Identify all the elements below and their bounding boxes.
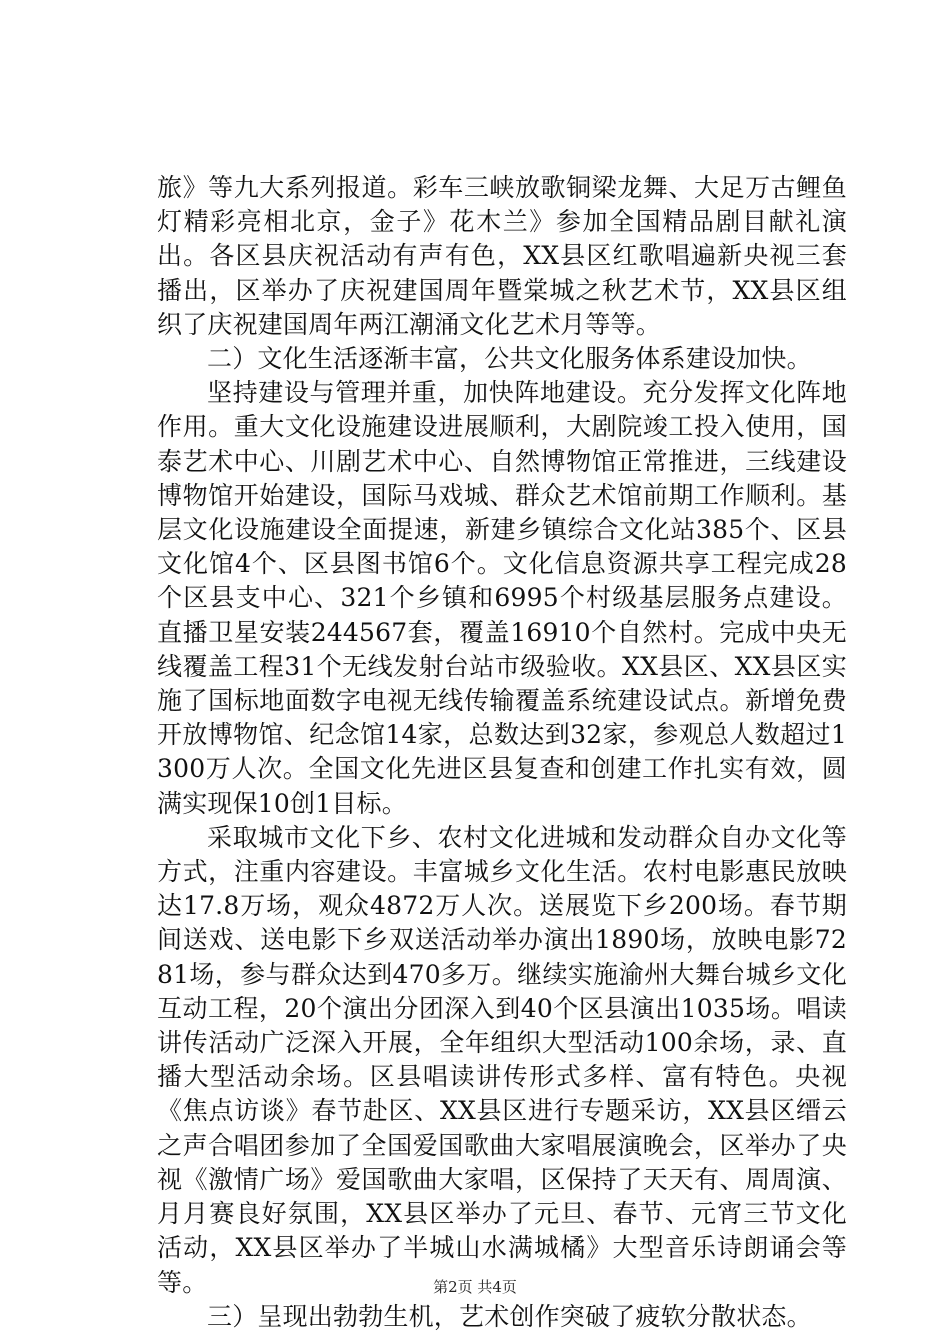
paragraph-4: 采取城市文化下乡、农村文化进城和发动群众自办文化等方式，注重内容建设。丰富城乡文化生活。农村电影惠民放映达17.8万场，观众4872万人次。送展览下乡200场。春节期间送戏、送电影下乡双送活动举办演出1890场，放映电影7281场，参与群众达到470多万。继续实施渝州大舞台城乡文化互动工程，20个演出分团深入到40个区县演出1035场。唱读讲传活动广泛深入开展，全年组织大型活动100余场，录、直播大型活动余场。区县唱读讲传形式多样、富有特色。央视《焦点访谈》春节赴区、XX县区进行专题采访，XX县区缙云之声合唱团参加了全国爱国歌曲大家唱展演晚会，区举办了央视《激情广场》爱国歌曲大家唱，区保持了天天有、周周演、月月赛良好氛围，XX县区举办了元旦、春节、元宵三节文化活动，XX县区举办了半城山水满城橘》大型音乐诗朗诵会等等。 [157,822,847,1297]
document-body [157,171,847,1334]
paragraph-1: 旅》等九大系列报道。彩车三峡放歌铜梁龙舞、大足万古鲤鱼灯精彩亮相北京，金子》花木兰》参加全国精品剧目献礼演出。各区县庆祝活动有声有色，XX县区红歌唱遍新央视三套播出，区举办了庆祝建国周年暨棠城之秋艺术节，XX县区组织了庆祝建国周年两江潮涌文化艺术月等等。 [157,173,847,339]
page-number-footer: 第2页 共4页 [433,1278,517,1296]
paragraph-3: 坚持建设与管理并重，加快阵地建设。充分发挥文化阵地作用。重大文化设施建设进展顺利，大剧院竣工投入使用，国泰艺术中心、川剧艺术中心、自然博物馆正常推进，三线建设博物馆开始建设，国际马戏城、群众艺术馆前期工作顺利。基层文化设施建设全面提速，新建乡镇综合文化站385个、区县文化馆4个、区县图书馆6个。文化信息资源共享工程完成28个区县支中心、321个乡镇和6995个村级基层服务点建设。直播卫星安装244567套，覆盖16910个自然村。完成中央无线覆盖工程31个无线发射台站市级验收。XX县区、XX县区实施了国标地面数字电视无线传输覆盖系统建设试点。新增免费开放博物馆、纪念馆14家，总数达到32家，参观总人数超过1300万人次。全国文化先进区县复查和创建工作扎实有效，圆满实现保10创1目标。 [157,378,847,818]
section-heading-3: 三）呈现出勃勃生机，艺术创作突破了疲软分散状态。 [207,1301,812,1331]
section-heading-2: 二）文化生活逐渐丰富，公共文化服务体系建设加快。 [207,344,812,374]
